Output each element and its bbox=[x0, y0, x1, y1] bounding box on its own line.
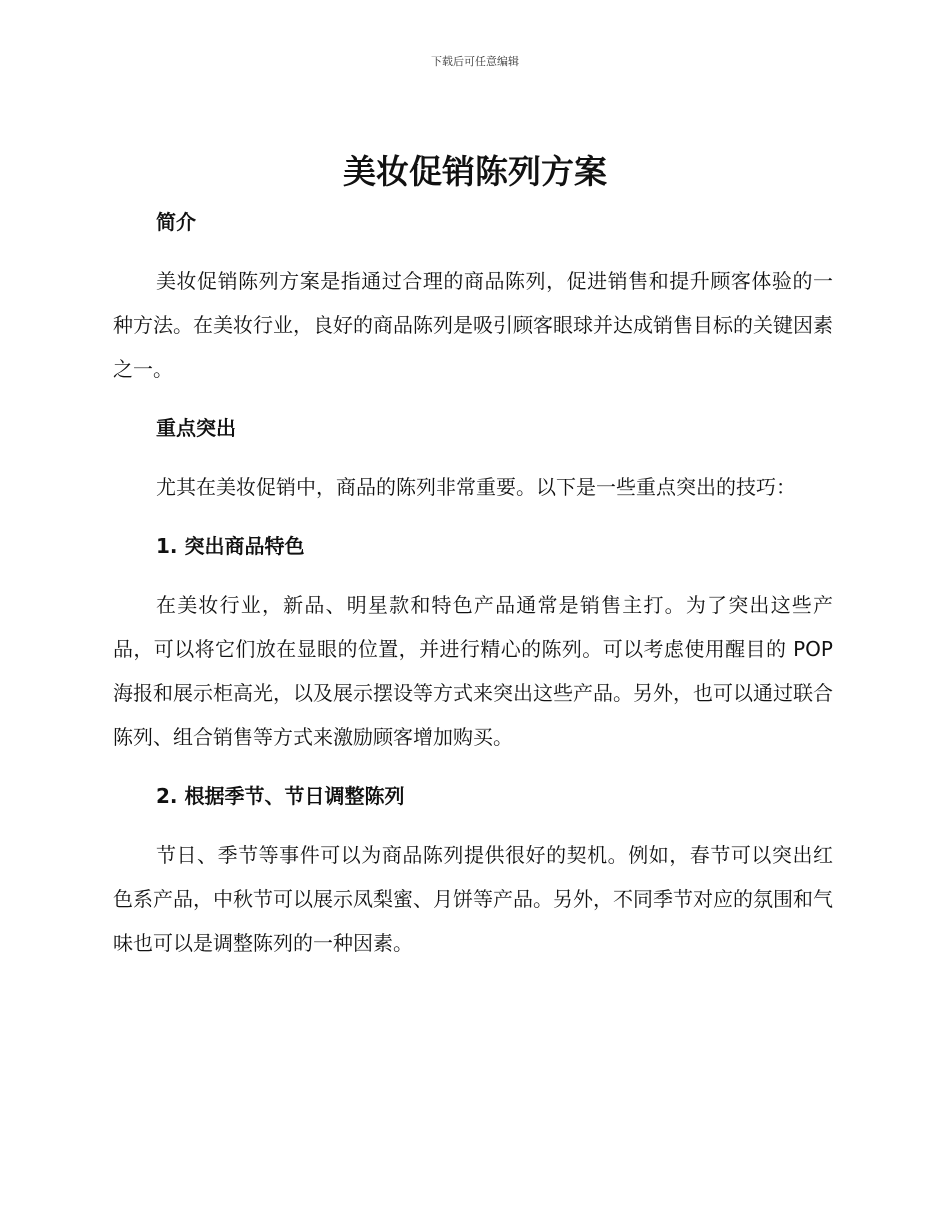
document-title: 美妆促销陈列方案 bbox=[343, 152, 607, 191]
section-heading-intro: 简介 bbox=[156, 210, 196, 234]
document-body bbox=[113, 204, 833, 965]
section-heading-product-features: 1. 突出商品特色 bbox=[156, 534, 305, 558]
section-paragraph-product-features: 在美妆行业，新品、明星款和特色产品通常是销售主打。为了突出这些产品，可以将它们放在显眼的位置，并进行精心的陈列。可以考虑使用醒目的 POP 海报和展示柜高光，以及展示摆设等方式来突出这些产品。另外，也可以通过联合陈列、组合销售等方式来激励顾客增加购买。 bbox=[113, 593, 833, 749]
section-paragraph-highlights: 尤其在美妆促销中，商品的陈列非常重要。以下是一些重点突出的技巧： bbox=[156, 475, 796, 499]
section-paragraph-seasonal-display: 节日、季节等事件可以为商品陈列提供很好的契机。例如，春节可以突出红色系产品，中秋节可以展示凤梨蜜、月饼等产品。另外，不同季节对应的氛围和气味也可以是调整陈列的一种因素。 bbox=[113, 843, 833, 955]
section-paragraph-intro: 美妆促销陈列方案是指通过合理的商品陈列，促进销售和提升顾客体验的一种方法。在美妆行业，良好的商品陈列是吸引顾客眼球并达成销售目标的关键因素之一。 bbox=[113, 269, 833, 381]
section-heading-seasonal-display: 2. 根据季节、节日调整陈列 bbox=[156, 784, 405, 808]
section-heading-highlights: 重点突出 bbox=[156, 416, 236, 440]
page-header-note: 下载后可任意编辑 bbox=[431, 55, 519, 68]
